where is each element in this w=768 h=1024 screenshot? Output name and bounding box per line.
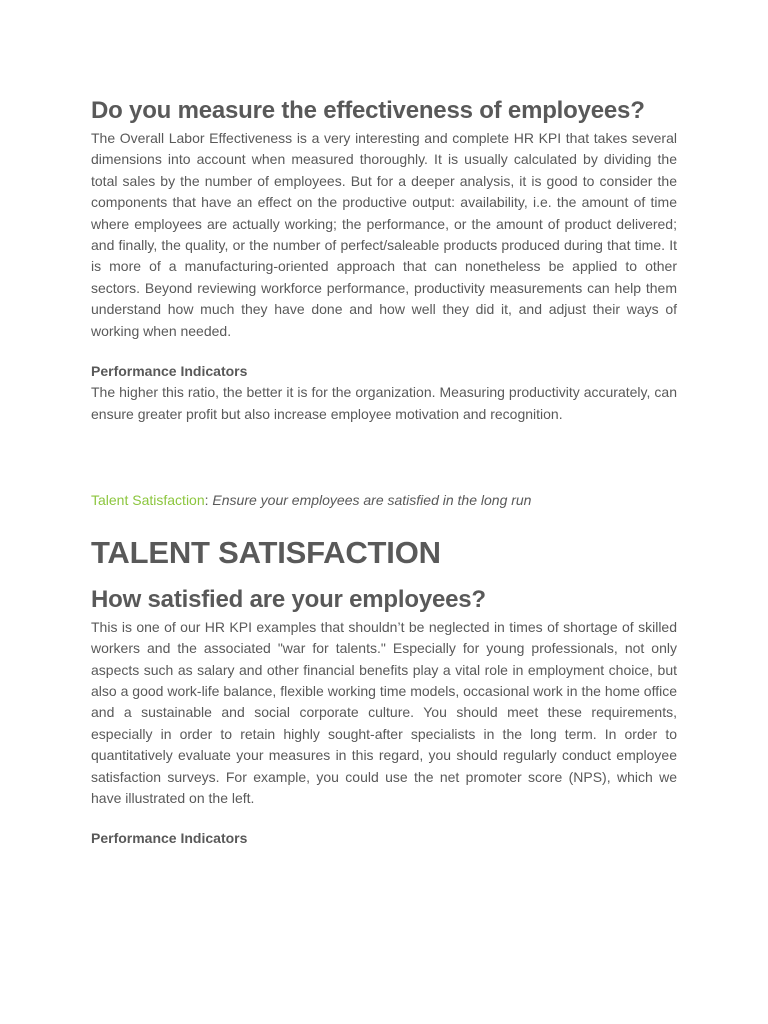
talent-satisfaction-description: Ensure your employees are satisfied in the long run xyxy=(208,492,532,509)
talent-satisfaction-title: TALENT SATISFACTION xyxy=(91,534,441,570)
document-page xyxy=(91,94,677,850)
section-heading-effectiveness: Do you measure the effectiveness of employees? xyxy=(91,97,645,124)
performance-indicators-heading: Performance Indicators xyxy=(91,363,248,380)
talent-satisfaction-line xyxy=(91,490,677,511)
talent-separator: : xyxy=(204,492,209,509)
satisfaction-paragraph: This is one of our HR KPI examples that shouldn’t be neglected in times of shortage of skilled workers and the associated "war for talents." Especially for young professionals, not only aspects such as salary and other financial benefits play a vital role in employment choice, but also a good work-life balance, flexible working time models, occasional work in the home office and a sustainable and social corporate culture. You should meet these requirements, especially in order to retain highly sought-after specialists in the long term. In order to quantitatively evaluate your measures in this regard, you should regularly conduct employee satisfaction surveys. For example, you could use the net promoter score (NPS), which we have illustrated on the left. xyxy=(91,618,677,806)
talent-satisfaction-link[interactable]: Talent Satisfaction xyxy=(91,492,205,509)
performance-indicators-paragraph: The higher this ratio, the better it is for the organization. Measuring productivity accurately, can ensure greater profit but also increase employee motivation and recognition. xyxy=(91,384,677,422)
section-heading-satisfaction: How satisfied are your employees? xyxy=(91,585,486,613)
effectiveness-paragraph: The Overall Labor Effectiveness is a very interesting and complete HR KPI that takes several dimensions into account when measured thoroughly. It is usually calculated by dividing the total sales by the number of employees. But for a deeper analysis, it is good to consider the components that have an effect on the productive output: availability, i.e. the amount of time where employees are actually working; the performance, or the amount of product delivered; and finally, the quality, or the number of perfect/saleable products produced during that time. It is more of a manufacturing-oriented approach that can nonetheless be applied to other sectors. Beyond reviewing workforce performance, productivity measurements can help them understand how much they have done and how well they did it, and adjust their ways of working when needed. xyxy=(91,130,677,339)
performance-indicators-heading-2: Performance Indicators xyxy=(91,830,248,847)
